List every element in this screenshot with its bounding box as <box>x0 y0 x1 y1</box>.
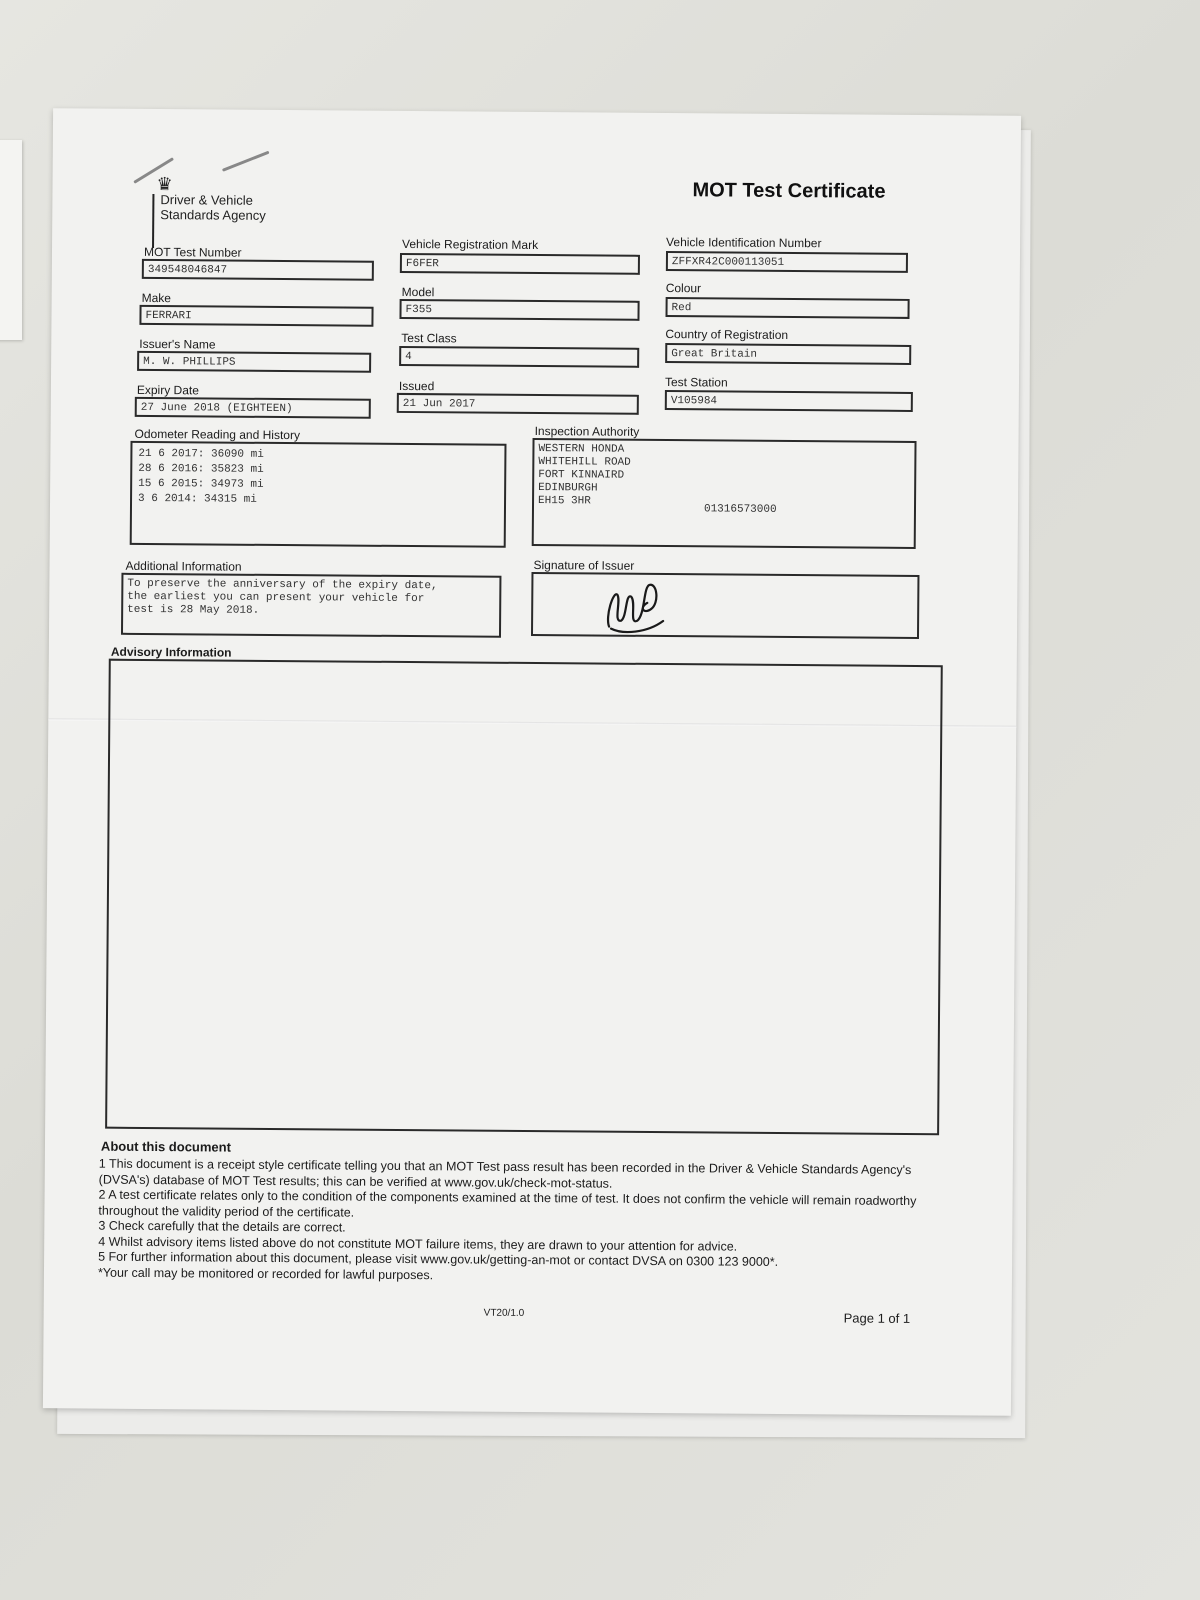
country-field: Great Britain <box>665 343 911 365</box>
about-item: 1 This document is a receipt style certificate telling you that an MOT Test pass result has been recorded in the Driver & Vehicle Standards Agency's (DVSA's) database of MOT Test results; this can be verified at www.gov.uk/check-mot-status. <box>98 1156 912 1191</box>
logo-divider <box>152 194 154 248</box>
about-item: 2 A test certificate relates only to the condition of the components examined at the time of test. It does not confirm the vehicle will remain roadworthy throughout the validity period of the certificate. <box>98 1187 917 1220</box>
authority-address-line: EH15 3HR <box>538 495 591 508</box>
signature-box <box>531 572 919 639</box>
inspection-authority-box <box>532 438 917 549</box>
authority-address-line: FORT KINNAIRD <box>538 469 625 482</box>
about-item: 5 For further information about this document, please visit www.gov.uk/getting-an-mot or contact DVSA on 0300 123 9000*. <box>98 1249 779 1269</box>
about-title: About this document <box>100 1138 232 1155</box>
test-station-label: Test Station <box>664 375 728 390</box>
agency-name: Driver & Vehicle Standards Agency <box>160 192 266 223</box>
test-class-field: 4 <box>399 346 639 368</box>
issued-field: 21 Jun 2017 <box>397 393 639 415</box>
authority-phone: 01316573000 <box>703 503 777 516</box>
authority-address-line: WESTERN HONDA <box>538 443 625 456</box>
form-code: VT20/1.0 <box>483 1307 525 1319</box>
make-field: FERRARI <box>139 305 373 327</box>
issuer-name-field: M. W. PHILLIPS <box>137 351 371 373</box>
expiry-date-field: 27 June 2018 (EIGHTEEN) <box>135 397 371 419</box>
staple-mark <box>222 151 270 172</box>
vin-label: Vehicle Identification Number <box>666 235 822 251</box>
test-class-label: Test Class <box>401 330 457 346</box>
vrm-field: F6FER <box>400 253 640 275</box>
additional-info-box <box>121 573 501 638</box>
mot-test-number-label: MOT Test Number <box>143 244 242 260</box>
additional-info-label: Additional Information <box>125 558 242 574</box>
country-label: Country of Registration <box>665 327 789 342</box>
expiry-date-label: Expiry Date <box>136 382 199 398</box>
additional-info-line: To preserve the anniversary of the expiry date, <box>127 577 438 593</box>
royal-crest-icon: ♛ <box>156 174 173 195</box>
model-field: F355 <box>399 299 639 321</box>
signature-label: Signature of Issuer <box>533 558 635 573</box>
about-item: 3 Check carefully that the details are correct. <box>98 1218 346 1235</box>
advisory-label: Advisory Information <box>110 644 232 660</box>
vrm-label: Vehicle Registration Mark <box>402 236 539 253</box>
about-footnote: *Your call may be monitored or recorded for lawful purposes. <box>97 1265 434 1282</box>
make-label: Make <box>141 290 172 306</box>
page-number: Page 1 of 1 <box>843 1310 911 1326</box>
issued-label: Issued <box>398 378 435 394</box>
vin-field: ZFFXR42C000113051 <box>666 251 908 273</box>
mot-test-number-field: 349548046847 <box>142 259 374 281</box>
odometer-entry: 28 6 2016: 35823 mi <box>138 462 264 476</box>
additional-info-line: the earliest you can present your vehicle for <box>127 590 425 606</box>
background-paper <box>0 140 22 340</box>
odometer-entry: 21 6 2017: 36090 mi <box>138 447 264 461</box>
page-title: MOT Test Certificate <box>692 179 886 203</box>
inspection-authority-label: Inspection Authority <box>534 424 640 439</box>
test-station-field: V105984 <box>665 390 913 412</box>
odometer-entry: 3 6 2014: 34315 mi <box>138 492 257 506</box>
odometer-label: Odometer Reading and History <box>134 426 301 443</box>
colour-label: Colour <box>665 281 702 296</box>
issuer-name-label: Issuer's Name <box>139 336 216 352</box>
mot-certificate-sheet <box>43 108 1021 1416</box>
about-item: 4 Whilst advisory items listed above do not constitute MOT failure items, they are drawn to your attention for advice. <box>98 1234 738 1254</box>
about-text <box>98 1157 939 1288</box>
additional-info-line: test is 28 May 2018. <box>127 603 260 617</box>
colour-field: Red <box>665 297 909 319</box>
handwritten-signature <box>603 577 673 636</box>
advisory-box <box>105 659 943 1136</box>
model-label: Model <box>401 284 435 300</box>
authority-address-line: EDINBURGH <box>538 482 598 495</box>
authority-address-line: WHITEHILL ROAD <box>538 456 631 469</box>
odometer-history-box <box>130 441 507 548</box>
odometer-entry: 15 6 2015: 34973 mi <box>138 477 264 491</box>
